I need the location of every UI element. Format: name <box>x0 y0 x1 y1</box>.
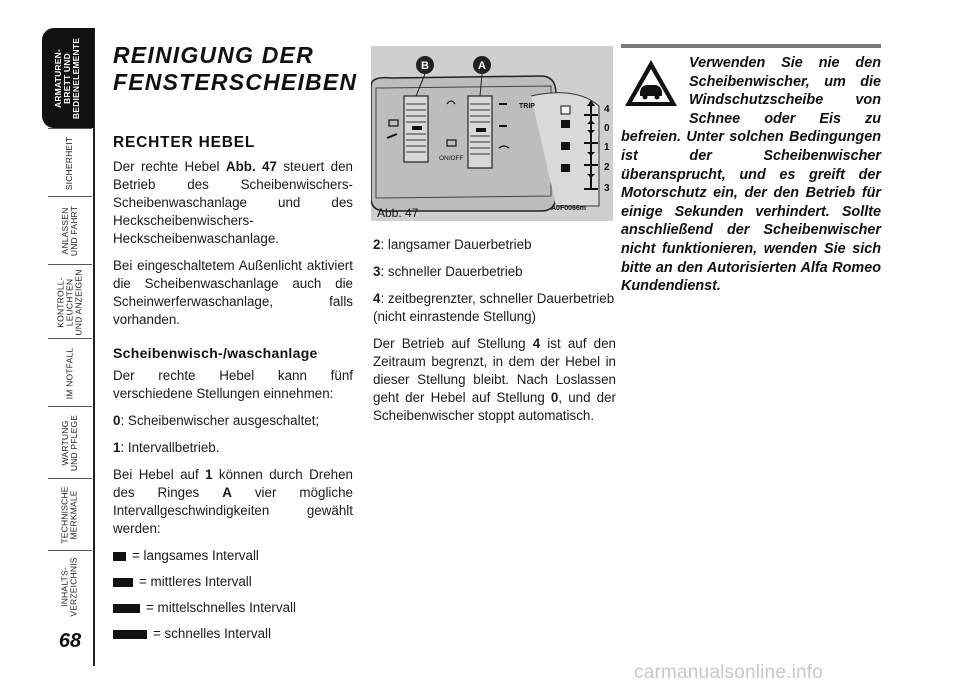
title-line-1: REINIGUNG DER <box>113 42 314 68</box>
watermark: carmanualsonline.info <box>634 662 824 683</box>
position-4-paragraph <box>373 335 616 425</box>
tab-label: IM NOTFALL <box>64 347 75 399</box>
tab-label: INHALTS- VERZEICHNIS <box>60 557 80 617</box>
tab-label: TECHNISCHE MERKMALE <box>60 486 80 544</box>
legend-text: = schnelles Intervall <box>153 626 271 641</box>
text: Bei Hebel auf <box>113 467 206 482</box>
scale-label: 1 <box>604 142 610 153</box>
tab-technische-merkmale[interactable] <box>48 478 92 551</box>
page-number: 68 <box>58 630 82 652</box>
warning-triangle-icon <box>621 54 681 112</box>
intro-paragraph <box>113 158 353 248</box>
position-number: 1 <box>113 440 121 455</box>
tab-label: SICHERHEIT <box>64 136 75 190</box>
exterior-light-paragraph: Bei eingeschaltetem Außenlicht aktiviert die Scheibenwaschanlage auch die Scheinwerferwaschanlage, falls vorhanden. <box>113 258 353 327</box>
scale-label: 3 <box>604 183 610 194</box>
text: Der Betrieb auf Stellung <box>373 336 533 351</box>
figure-caption: Abb. 47 <box>377 206 419 220</box>
interval-paragraph <box>113 466 353 538</box>
interval-bar-icon <box>113 630 147 639</box>
interval-legend-item <box>113 573 353 591</box>
text: : Intervallbetrieb. <box>120 440 220 455</box>
scale-label: 4 <box>604 104 610 115</box>
text: : zeitbegrenzter, schneller Dauerbetrieb (nicht einrastende Stellung) <box>373 291 615 324</box>
figure-code: A0F0066m <box>551 205 587 212</box>
text: : langsamer Dauerbetrieb <box>380 237 532 252</box>
interval-bar-icon <box>113 578 133 587</box>
legend-text: = mittelschnelles Intervall <box>146 600 296 615</box>
tab-kontrollleuchten[interactable] <box>48 264 92 339</box>
positions-intro: Der rechte Hebel kann fünf verschiedene Stellungen einnehmen: <box>113 368 353 401</box>
onoff-label: ON/OFF <box>439 155 464 162</box>
lever-figure <box>371 46 613 221</box>
main-column <box>113 42 358 651</box>
position-3 <box>373 263 616 281</box>
warning-box <box>621 44 881 296</box>
callout-a-label: A <box>478 60 486 72</box>
interval-legend-item <box>113 599 353 617</box>
callout-b-label: B <box>421 60 429 72</box>
position-0 <box>113 412 353 430</box>
tab-label: WARTUNG UND PFLEGE <box>60 414 80 472</box>
wiper-heading: Scheibenwisch-/waschanlage <box>113 345 318 361</box>
text: können durch Drehen des Ringes <box>113 467 353 500</box>
title-line-2: FENSTERSCHEIBEN <box>113 69 358 95</box>
text: steuert den Betrieb des Scheibenwischers-Scheibenwaschanlage und des Heckscheibenwischers-Heckscheibenwaschanlage. <box>113 159 353 246</box>
tab-label: KONTROLL- LEUCHTEN UND ANZEIGEN <box>55 268 84 336</box>
position-number: 0 <box>550 390 559 405</box>
position-1 <box>113 439 353 457</box>
text: Der rechte Hebel <box>113 159 226 174</box>
wiper-lever-illustration <box>371 46 613 221</box>
scale-label: 0 <box>604 123 610 134</box>
position-2 <box>373 236 616 254</box>
tab-label: ARMATUREN- BRETT UND BEDIENELEMENTE <box>53 37 82 119</box>
interval-bar-icon <box>113 552 126 561</box>
warning-rule <box>621 44 881 48</box>
tab-inhaltsverzeichnis[interactable] <box>48 550 92 623</box>
ring-label: A <box>222 485 232 500</box>
second-column <box>373 236 616 434</box>
text: , und der Scheibenwischer stoppt automatisch. <box>373 390 616 423</box>
position-number: 1 <box>205 467 213 482</box>
interval-legend-item <box>113 547 353 565</box>
position-4 <box>373 290 616 326</box>
warning-text: Verwenden Sie nie den Scheibenwischer, um die Windschutzscheibe von Schnee oder Eis zu befreien. Unter solchen Bedingungen ist der Scheibenwischer überansprucht, und es greift der Motorschutz ein, der den Betrieb für einige Sekunden verhindert. Sollte anschließend der Scheibenwischer nicht funktionieren, wenden Sie sich bitte an den Autorisierten Alfa Romeo Kundendienst. <box>621 55 881 295</box>
interval-legend-item <box>113 625 353 643</box>
position-number: 4 <box>373 291 381 306</box>
tab-sicherheit[interactable] <box>48 128 92 197</box>
tab-notfall[interactable] <box>48 338 92 407</box>
position-number: 4 <box>532 336 541 351</box>
scale-label: 2 <box>604 162 610 173</box>
tab-armaturenbrett[interactable] <box>42 28 94 128</box>
position-number: 0 <box>113 413 121 428</box>
section-subtitle: RECHTER HEBEL <box>113 134 256 151</box>
position-number: 3 <box>373 264 381 279</box>
figure-reference: Abb. 47 <box>225 159 277 174</box>
text: : schneller Dauerbetrieb <box>380 264 523 279</box>
position-number: 2 <box>373 237 381 252</box>
interval-bar-icon <box>113 604 140 613</box>
tab-anlassen[interactable] <box>48 196 92 265</box>
tab-wartung[interactable] <box>48 406 92 479</box>
text: vier mögliche Intervallgeschwindigkeiten gewählt werden: <box>113 485 353 536</box>
legend-text: = mittleres Intervall <box>139 574 252 589</box>
text: ist auf den Zeitraum begrenzt, in dem der Hebel in dieser Stellung bleibt. Nach Loslassen geht der Hebel auf Stellung <box>373 336 616 405</box>
tab-label: ANLASSEN UND FAHRT <box>60 205 80 257</box>
page-title <box>113 42 358 96</box>
trip-label: TRIP <box>519 103 535 110</box>
text: : Scheibenwischer ausgeschaltet; <box>120 413 320 428</box>
legend-text: = langsames Intervall <box>132 548 259 563</box>
